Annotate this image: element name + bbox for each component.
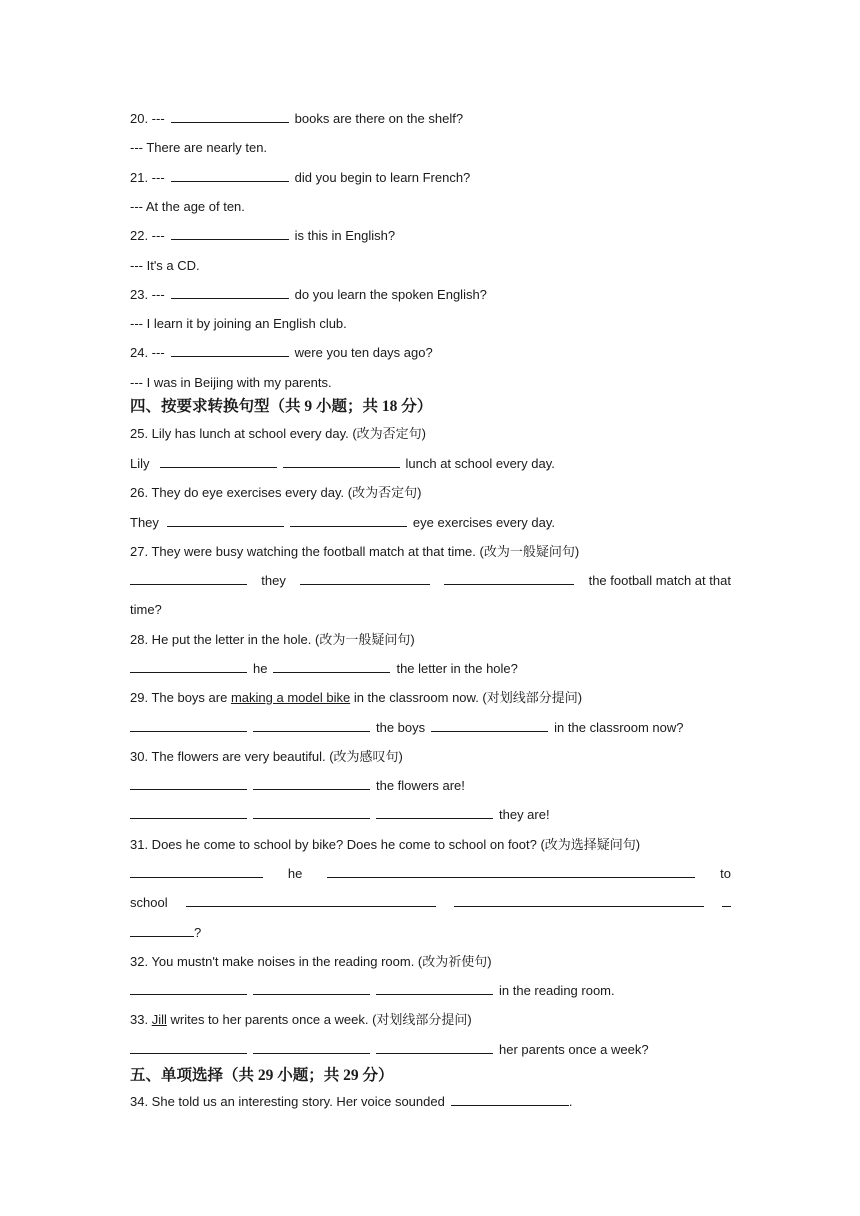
question-27-answer-end: time? xyxy=(130,602,162,617)
answer-blank[interactable] xyxy=(273,660,390,673)
question-26-prompt: 26. They do eye exercises every day. (改为否定句) xyxy=(130,485,422,500)
question-25-answer xyxy=(130,455,555,473)
question-29-prompt xyxy=(130,689,582,707)
question-number: 24. --- xyxy=(130,345,165,360)
question-number: 21. --- xyxy=(130,170,165,185)
answer-blank[interactable] xyxy=(171,227,289,240)
answer-blank[interactable] xyxy=(376,982,493,995)
answer-text: eye exercises every day. xyxy=(412,515,556,530)
answer-text: in the classroom now? xyxy=(554,720,684,735)
reply-23: --- I learn it by joining an English club. xyxy=(130,316,347,331)
answer-blank[interactable] xyxy=(171,169,289,182)
answer-text: school xyxy=(130,895,168,910)
answer-blank[interactable] xyxy=(722,894,731,907)
question-33-answer xyxy=(130,1041,649,1059)
prompt-text: 29. The boys are xyxy=(130,690,228,705)
question-20 xyxy=(130,110,463,128)
question-27-answer xyxy=(130,572,731,590)
answer-blank[interactable] xyxy=(253,982,370,995)
question-number: 22. --- xyxy=(130,228,165,243)
answer-blank[interactable] xyxy=(290,514,407,527)
question-28-answer xyxy=(130,660,518,678)
reply-24: --- I was in Beijing with my parents. xyxy=(130,375,332,390)
question-29-answer xyxy=(130,719,684,737)
question-22 xyxy=(130,227,395,245)
question-30-prompt: 30. The flowers are very beautiful. (改为感叹句) xyxy=(130,749,403,764)
answer-text: they xyxy=(261,573,286,588)
reply-21: --- At the age of ten. xyxy=(130,199,245,214)
answer-blank[interactable] xyxy=(253,777,370,790)
answer-blank[interactable] xyxy=(186,894,436,907)
question-31-answer-1 xyxy=(130,865,731,883)
question-number: 23. --- xyxy=(130,287,165,302)
answer-blank[interactable] xyxy=(130,660,247,673)
question-32-answer xyxy=(130,982,615,1000)
answer-blank[interactable] xyxy=(171,110,289,123)
answer-blank[interactable] xyxy=(451,1093,569,1106)
question-text: did you begin to learn French? xyxy=(294,170,471,185)
answer-text: the letter in the hole? xyxy=(396,661,518,676)
answer-blank[interactable] xyxy=(130,572,247,585)
answer-blank[interactable] xyxy=(171,286,289,299)
section-5-title: 五、单项选择（共 29 小题；共 29 分） xyxy=(130,1067,394,1084)
answer-blank[interactable] xyxy=(327,865,695,878)
question-text: 34. She told us an interesting story. Her voice sounded xyxy=(130,1094,445,1109)
answer-text: in the reading room. xyxy=(499,983,615,998)
question-32-prompt: 32. You mustn't make noises in the reading room. (改为祈使句) xyxy=(130,954,492,969)
answer-text: he xyxy=(287,866,303,881)
answer-blank[interactable] xyxy=(130,1041,247,1054)
question-34 xyxy=(130,1093,572,1111)
answer-blank[interactable] xyxy=(283,455,400,468)
answer-blank[interactable] xyxy=(130,982,247,995)
answer-blank[interactable] xyxy=(171,344,289,357)
answer-blank[interactable] xyxy=(376,806,493,819)
answer-blank[interactable] xyxy=(130,806,247,819)
question-25-prompt: 25. Lily has lunch at school every day. (改为否定句) xyxy=(130,426,426,441)
section-4-title: 四、按要求转换句型（共 9 小题；共 18 分） xyxy=(130,398,433,415)
question-27-prompt: 27. They were busy watching the football match at that time. (改为一般疑问句) xyxy=(130,544,580,559)
answer-blank[interactable] xyxy=(300,572,430,585)
answer-text: Lily xyxy=(130,456,150,471)
answer-text: They xyxy=(130,515,159,530)
answer-text: they are! xyxy=(499,807,550,822)
answer-text: ? xyxy=(194,925,202,940)
answer-text: the boys xyxy=(376,720,426,735)
answer-blank[interactable] xyxy=(253,806,370,819)
question-23 xyxy=(130,286,487,304)
prompt-text: 33. xyxy=(130,1012,149,1027)
answer-blank[interactable] xyxy=(130,924,194,937)
answer-text: he xyxy=(253,661,268,676)
answer-text: the flowers are! xyxy=(376,778,465,793)
question-text: were you ten days ago? xyxy=(294,345,433,360)
answer-blank[interactable] xyxy=(130,777,247,790)
answer-text: lunch at school every day. xyxy=(405,456,555,471)
answer-blank[interactable] xyxy=(253,719,370,732)
question-30-answer-1 xyxy=(130,777,465,795)
question-31-answer-2 xyxy=(130,894,731,912)
question-24 xyxy=(130,344,433,362)
answer-blank[interactable] xyxy=(454,894,704,907)
answer-text: the football match at that xyxy=(588,573,731,588)
question-26-answer xyxy=(130,514,555,532)
answer-blank[interactable] xyxy=(160,455,277,468)
answer-blank[interactable] xyxy=(376,1041,493,1054)
answer-text: to xyxy=(720,866,731,881)
question-33-prompt xyxy=(130,1011,472,1029)
question-text: do you learn the spoken English? xyxy=(294,287,487,302)
answer-blank[interactable] xyxy=(130,865,263,878)
question-30-answer-2 xyxy=(130,806,550,824)
question-31-prompt: 31. Does he come to school by bike? Does he come to school on foot? (改为选择疑问句) xyxy=(130,837,641,852)
answer-blank[interactable] xyxy=(130,719,247,732)
prompt-text: writes to her parents once a week. (对划线部分提问) xyxy=(170,1012,472,1027)
answer-blank[interactable] xyxy=(431,719,548,732)
answer-text: her parents once a week? xyxy=(499,1042,649,1057)
underlined-part: Jill xyxy=(151,1012,167,1027)
question-text: is this in English? xyxy=(294,228,396,243)
question-text: . xyxy=(568,1094,573,1109)
underlined-part: making a model bike xyxy=(230,690,351,705)
answer-blank[interactable] xyxy=(444,572,574,585)
answer-blank[interactable] xyxy=(253,1041,370,1054)
question-21 xyxy=(130,169,470,187)
question-text: books are there on the shelf? xyxy=(294,111,464,126)
question-number: 20. --- xyxy=(130,111,165,126)
reply-22: --- It's a CD. xyxy=(130,258,200,273)
prompt-text: in the classroom now. (对划线部分提问) xyxy=(353,690,583,705)
question-28-prompt: 28. He put the letter in the hole. (改为一般疑问句) xyxy=(130,632,415,647)
answer-blank[interactable] xyxy=(167,514,284,527)
reply-20: --- There are nearly ten. xyxy=(130,140,268,155)
question-31-answer-3 xyxy=(130,924,201,942)
